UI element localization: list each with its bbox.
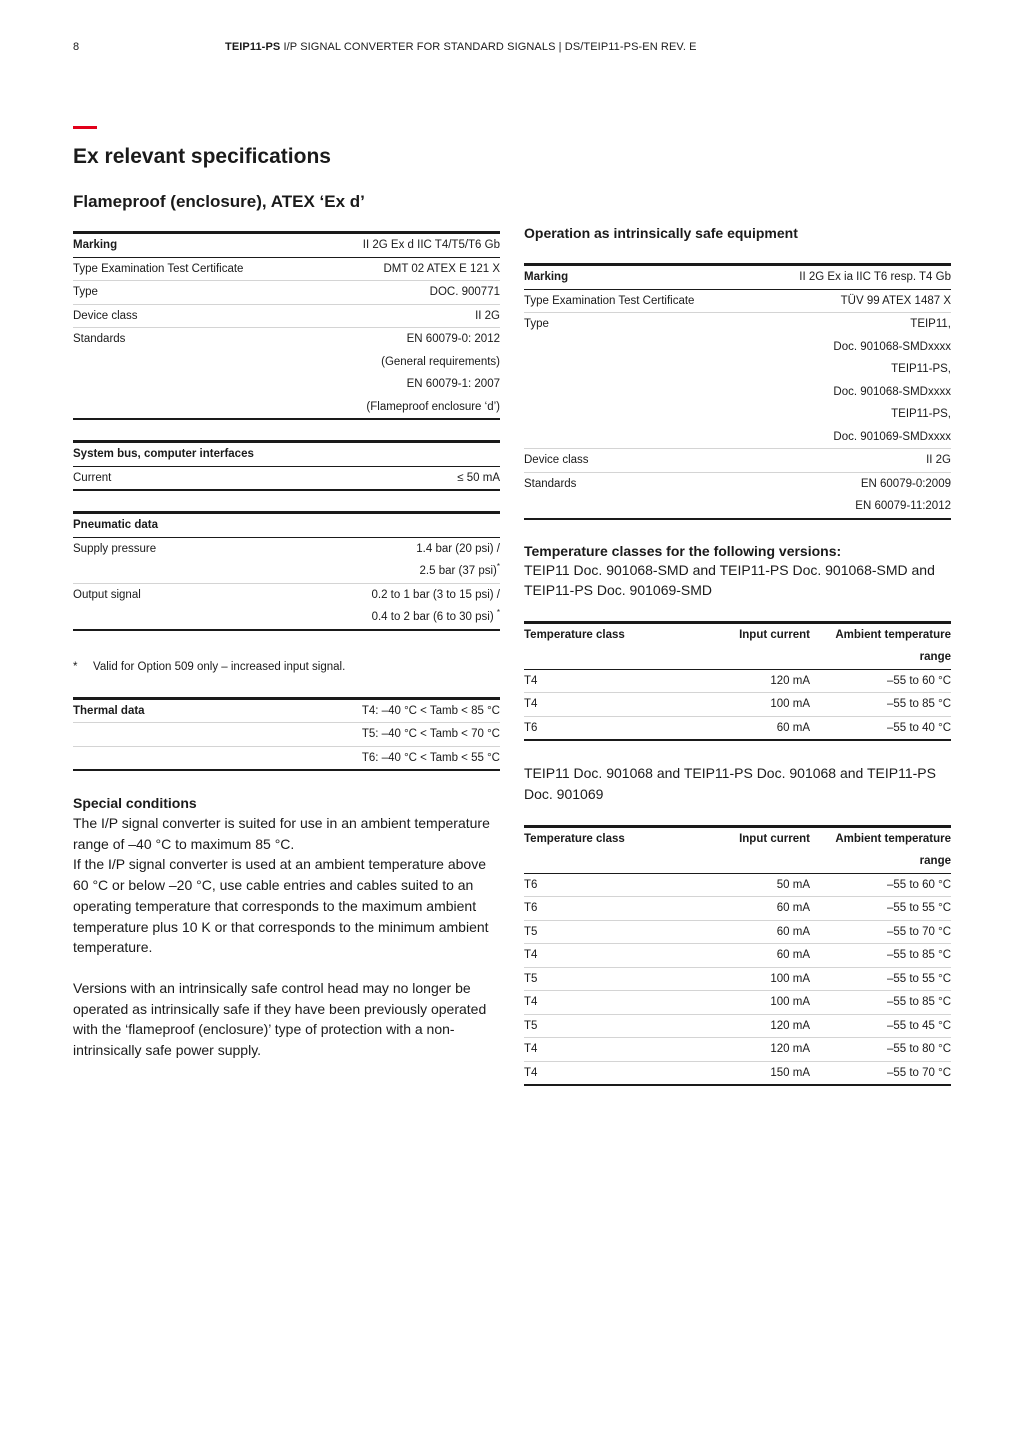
current-label: Current: [73, 471, 112, 484]
type-label: Type: [73, 281, 310, 305]
intrinsic-type-value: [750, 313, 951, 449]
intrinsic-type-label: Type: [524, 313, 750, 449]
supply-line-2: 2.5 bar (37 psi): [419, 565, 497, 577]
table-row: [524, 669, 951, 693]
temp-class-cell: T5: [524, 967, 714, 991]
device-class-value: II 2G: [310, 304, 500, 328]
standards-label: Standards: [73, 333, 126, 345]
input-current-cell: 100 mA: [714, 693, 810, 717]
intrinsic-device-label: Device class: [524, 449, 750, 473]
footnote-marker: *: [496, 608, 500, 618]
table-row: [524, 716, 951, 740]
accent-bar: [73, 126, 97, 129]
output-line-2: 0.4 to 2 bar (6 to 30 psi): [371, 611, 497, 623]
standards-line: (General requirements): [381, 355, 500, 368]
type-line: TEIP11-PS,: [891, 408, 951, 420]
pneumatic-table: [73, 511, 500, 631]
intrinsic-cert-label: Type Examination Test Certificate: [524, 289, 750, 313]
temp-class-cell: T6: [524, 897, 714, 921]
col-input-current: Input current: [739, 628, 810, 641]
supply-line: [243, 560, 500, 583]
temp-class-cell: T6: [524, 721, 538, 734]
type-line: Doc. 901068-SMDxxxx: [833, 385, 951, 398]
temp-table-std: [524, 825, 951, 1087]
input-current-cell: 60 mA: [714, 897, 810, 921]
supply-pressure-label: Supply pressure: [73, 537, 243, 583]
thermal-line: T6: –40 °C < Tamb < 55 °C: [361, 751, 500, 764]
col-temp-class: Temperature class: [524, 628, 625, 641]
temp-class-cell: T4: [524, 991, 714, 1015]
temp-class-cell: T4: [524, 669, 714, 693]
product-name: TEIP11-PS: [225, 41, 281, 53]
table-row: [524, 967, 951, 991]
standards-line: EN 60079-0:2009: [860, 477, 951, 490]
cert-value: DMT 02 ATEX E 121 X: [310, 257, 500, 281]
ambient-range-cell: –55 to 60 °C: [810, 669, 951, 693]
pneumatic-heading: Pneumatic data: [73, 513, 243, 538]
type-line: TEIP11,: [910, 318, 951, 330]
ambient-range-cell: –55 to 70 °C: [810, 920, 951, 944]
intrinsic-device-value: II 2G: [750, 449, 951, 473]
temp-class-cell: T4: [524, 693, 714, 717]
footnote-text: Valid for Option 509 only – increased input signal.: [93, 660, 346, 673]
input-current-cell: 60 mA: [714, 944, 810, 968]
col-ambient-range-2: range: [810, 850, 951, 873]
special-conditions-para: Versions with an intrinsically safe control head may no longer be operated as intrinsically safe if they have been previously operated with the ‘flameproof (enclosure)’ type of protection with a non-intrinsically safe power supply.: [73, 979, 487, 1059]
ambient-range-cell: –55 to 85 °C: [810, 991, 951, 1015]
intrinsic-marking-label: Marking: [524, 265, 750, 290]
output-line: [243, 606, 500, 629]
ambient-range-cell: –55 to 55 °C: [810, 967, 951, 991]
table-row: [524, 1061, 951, 1085]
input-current-cell: 120 mA: [714, 669, 810, 693]
table-row: [524, 1014, 951, 1038]
footnote-marker: *: [496, 562, 500, 572]
temp-class-cell: T5: [524, 920, 714, 944]
left-column: [73, 231, 500, 1061]
table-row: [524, 897, 951, 921]
intrinsic-heading: Operation as intrinsically safe equipment: [524, 225, 798, 241]
intrinsic-standards-value: [750, 472, 951, 519]
output-signal-label: Output signal: [73, 588, 141, 601]
ambient-range-cell: –55 to 85 °C: [810, 944, 951, 968]
intrinsic-standards-label: Standards: [524, 477, 577, 490]
standards-line: (Flameproof enclosure ‘d’): [366, 400, 500, 413]
input-current-cell: 100 mA: [714, 991, 810, 1015]
input-current-cell: 60 mA: [776, 721, 810, 734]
standards-value: [310, 328, 500, 420]
temp-class-cell: T4: [524, 1066, 538, 1079]
ambient-range-cell: –55 to 45 °C: [810, 1014, 951, 1038]
temp-smd-versions: TEIP11 Doc. 901068-SMD and TEIP11-PS Doc. 901068-SMD and TEIP11-PS Doc. 901069-SMD: [524, 561, 935, 599]
input-current-cell: 60 mA: [714, 920, 810, 944]
table-row: [524, 991, 951, 1015]
marking-label: Marking: [73, 233, 310, 258]
thermal-line: T4: –40 °C < Tamb < 85 °C: [219, 698, 500, 723]
running-header: [225, 41, 697, 53]
intrinsic-cert-value: TÜV 99 ATEX 1487 X: [750, 289, 951, 313]
col-temp-class: Temperature class: [524, 832, 625, 845]
type-line: Doc. 901068-SMDxxxx: [833, 340, 951, 353]
input-current-cell: 50 mA: [714, 873, 810, 897]
ambient-range-cell: –55 to 40 °C: [886, 721, 951, 734]
page-number: 8: [73, 41, 80, 53]
intrinsic-table: [524, 263, 951, 520]
footnote-star: *: [73, 660, 78, 673]
special-conditions-para: If the I/P signal converter is used at an ambient temperature above 60 °C or below –20 °C, use cable entries and cables suited to an operating temperature that corresponds to the maximum ambient temperature plus 10 K or that corresponds to the minimum ambient temperature.: [73, 856, 489, 956]
ambient-range-cell: –55 to 80 °C: [810, 1038, 951, 1062]
supply-pressure-value: [243, 537, 500, 583]
temp-class-cell: T6: [524, 873, 714, 897]
header-title: I/P SIGNAL CONVERTER FOR STANDARD SIGNALS | DS/TEIP11-PS-EN REV. E: [283, 41, 697, 53]
ambient-range-cell: –55 to 70 °C: [886, 1066, 951, 1079]
section-title: Ex relevant specifications: [73, 145, 331, 168]
input-current-cell: 120 mA: [714, 1038, 810, 1062]
system-bus-heading: System bus, computer interfaces: [73, 442, 418, 467]
ambient-range-cell: –55 to 85 °C: [810, 693, 951, 717]
temp-class-cell: T4: [524, 944, 714, 968]
cert-label: Type Examination Test Certificate: [73, 257, 310, 281]
type-line: Doc. 901069-SMDxxxx: [833, 430, 951, 443]
col-ambient-range: Ambient temperature: [835, 628, 951, 641]
table-row: [524, 1038, 951, 1062]
col-ambient-range: Ambient temperature: [835, 832, 951, 845]
output-signal-value: [243, 583, 500, 630]
ambient-range-cell: –55 to 60 °C: [810, 873, 951, 897]
supply-line: 1.4 bar (20 psi) /: [416, 542, 500, 555]
type-value: DOC. 900771: [310, 281, 500, 305]
table-row: [524, 693, 951, 717]
temp-class-cell: T4: [524, 1038, 714, 1062]
temp-classes-heading: Temperature classes for the following versions:: [524, 542, 842, 559]
thermal-line: T5: –40 °C < Tamb < 70 °C: [219, 723, 500, 747]
thermal-heading: Thermal data: [73, 698, 219, 723]
table-row: [524, 944, 951, 968]
output-line: 0.2 to 1 bar (3 to 15 psi) /: [371, 588, 500, 601]
col-input-current: Input current: [739, 832, 810, 845]
subsection-title: Flameproof (enclosure), ATEX ‘Ex d’: [73, 192, 365, 211]
right-column: [524, 224, 951, 1086]
device-class-label: Device class: [73, 304, 310, 328]
input-current-cell: 150 mA: [770, 1066, 810, 1079]
standards-line: EN 60079-1: 2007: [406, 378, 500, 390]
current-value: ≤ 50 mA: [457, 471, 500, 484]
flameproof-table: [73, 231, 500, 420]
input-current-cell: 120 mA: [714, 1014, 810, 1038]
system-bus-table: [73, 440, 500, 491]
type-line: TEIP11-PS,: [891, 363, 951, 375]
temp-table-smd: [524, 621, 951, 742]
table-row: [524, 873, 951, 897]
intrinsic-marking-value: II 2G Ex ia IIC T6 resp. T4 Gb: [750, 265, 951, 290]
input-current-cell: 100 mA: [714, 967, 810, 991]
temp-std-versions: TEIP11 Doc. 901068 and TEIP11-PS Doc. 901068 and TEIP11-PS Doc. 901069: [524, 765, 936, 803]
ambient-range-cell: –55 to 55 °C: [810, 897, 951, 921]
special-conditions-title: Special conditions: [73, 795, 197, 811]
marking-value: II 2G Ex d IIC T4/T5/T6 Gb: [310, 233, 500, 258]
standards-line: EN 60079-0: 2012: [406, 333, 500, 345]
special-conditions-para: The I/P signal converter is suited for use in an ambient temperature range of –40 °C to maximum 85 °C.: [73, 815, 490, 852]
col-ambient-range-2: range: [810, 646, 951, 669]
standards-line: EN 60079-11:2012: [855, 500, 951, 512]
temp-class-cell: T5: [524, 1014, 714, 1038]
table-row: [524, 920, 951, 944]
thermal-table: [73, 697, 500, 772]
footnote: [73, 659, 500, 675]
